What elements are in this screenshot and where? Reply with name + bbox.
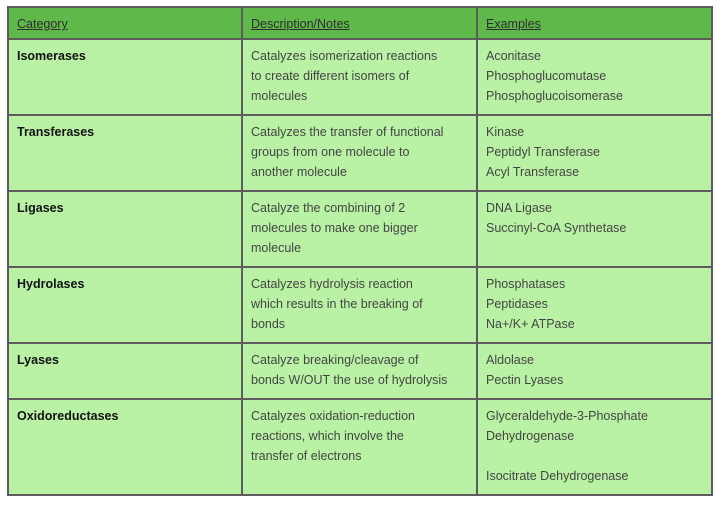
table-row [8, 115, 712, 191]
examples-cell: DNA Ligase Succinyl-CoA Synthetase [477, 191, 712, 267]
header-category: Category [8, 7, 242, 39]
examples-cell: Aldolase Pectin Lyases [477, 343, 712, 399]
description-cell: Catalyzes the transfer of functional groups from one molecule to another molecule [242, 115, 477, 191]
blank-line [486, 446, 703, 466]
table-row [8, 343, 712, 399]
category-cell: Ligases [8, 191, 242, 267]
description-cell: Catalyzes hydrolysis reaction which results in the breaking of bonds [242, 267, 477, 343]
header-examples: Examples [477, 7, 712, 39]
header-description: Description/Notes [242, 7, 477, 39]
description-cell: Catalyze breaking/cleavage of bonds W/OUT the use of hydrolysis [242, 343, 477, 399]
table-row [8, 39, 712, 115]
category-cell: Lyases [8, 343, 242, 399]
enzyme-classes-table-container [7, 6, 711, 496]
category-cell: Oxidoreductases [8, 399, 242, 495]
description-cell: Catalyzes oxidation-reduction reactions, which involve the transfer of electrons [242, 399, 477, 495]
table-row [8, 267, 712, 343]
table-row [8, 191, 712, 267]
examples-cell: Phosphatases Peptidases Na+/K+ ATPase [477, 267, 712, 343]
table-row [8, 399, 712, 495]
examples-cell: Kinase Peptidyl Transferase Acyl Transferase [477, 115, 712, 191]
category-cell: Transferases [8, 115, 242, 191]
category-cell: Isomerases [8, 39, 242, 115]
header-row [8, 7, 712, 39]
examples-cell: Aconitase Phosphoglucomutase Phosphoglucoisomerase [477, 39, 712, 115]
enzyme-classes-table [7, 6, 713, 496]
examples-cell: Glyceraldehyde-3-Phosphate Dehydrogenase Isocitrate Dehydrogenase [477, 399, 712, 495]
category-cell: Hydrolases [8, 267, 242, 343]
description-cell: Catalyze the combining of 2 molecules to make one bigger molecule [242, 191, 477, 267]
description-cell: Catalyzes isomerization reactions to create different isomers of molecules [242, 39, 477, 115]
